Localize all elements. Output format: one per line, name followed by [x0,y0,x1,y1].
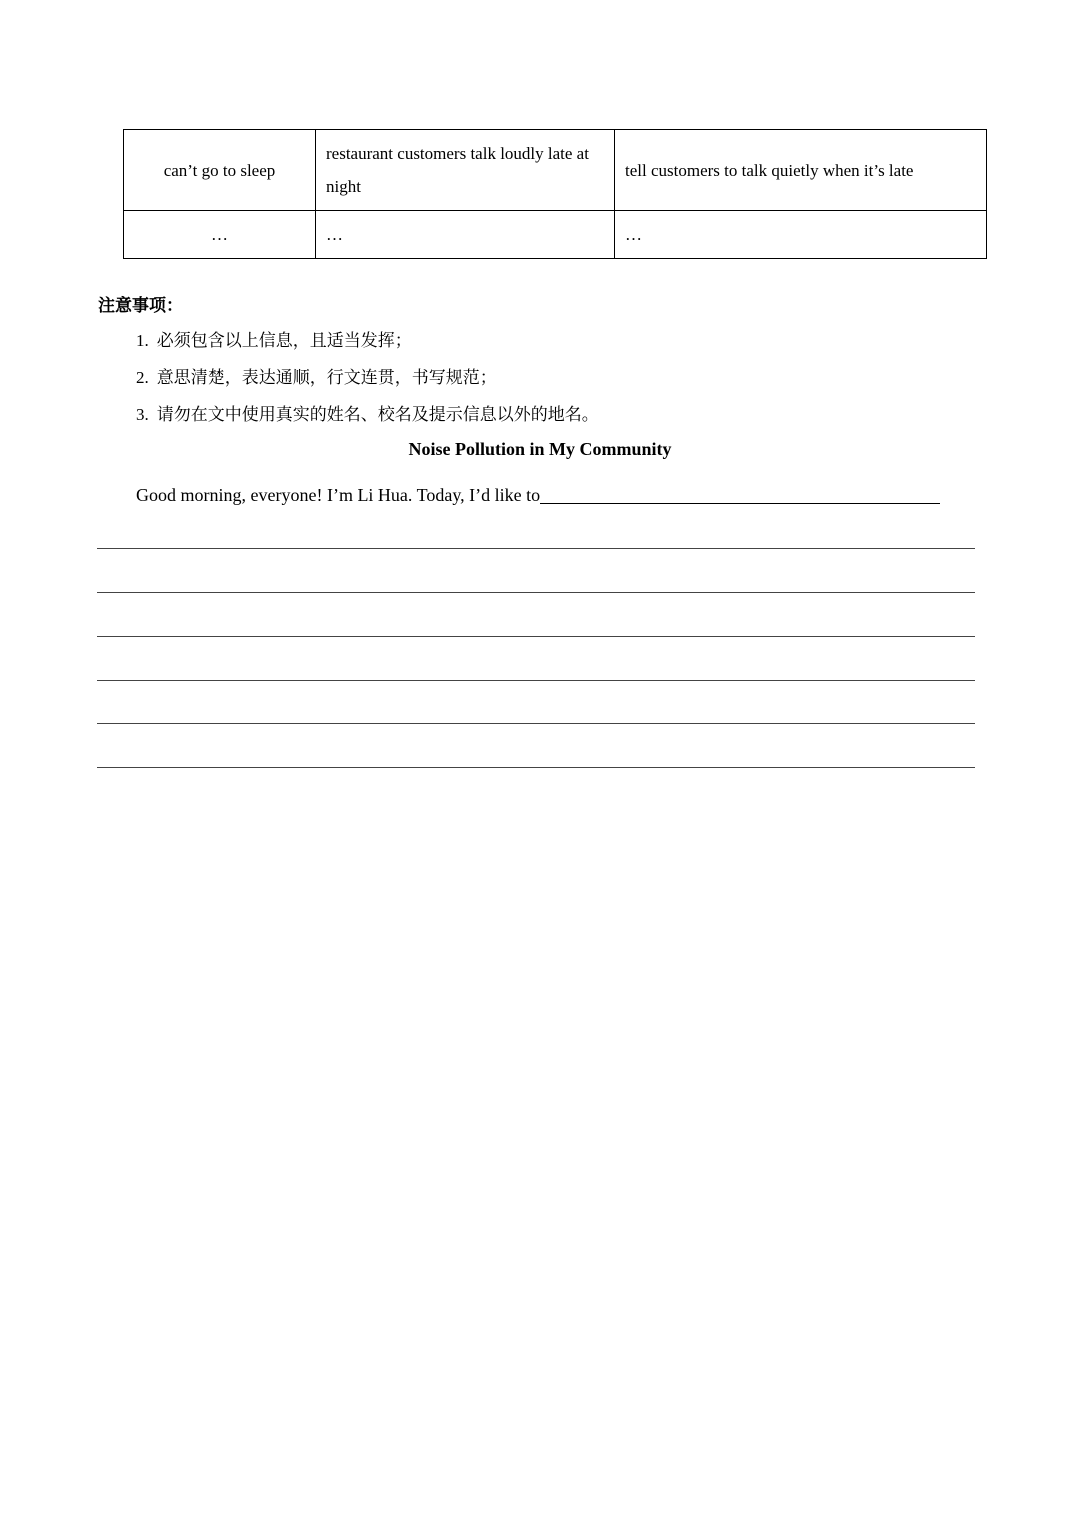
essay-opening-line [136,483,940,506]
table-row [124,211,987,259]
note-text: 意思清楚，表达通顺，行文连贯，书写规范； [156,368,497,388]
writing-blank[interactable] [540,483,940,504]
table-cell-problem: … [124,211,316,259]
essay-opening-text: Good morning, everyone! I’m Li Hua. Today, I’d like to [136,485,541,505]
note-item [136,402,599,439]
writing-line[interactable] [97,592,975,593]
note-number: 3. [136,405,149,424]
table-cell-solution: tell customers to talk quietly when it’s late [615,130,987,211]
note-item [136,328,599,365]
info-table [123,129,987,259]
table-cell-solution: … [615,211,987,259]
table-cell-cause: … [316,211,615,259]
notes-title: 注意事项： [98,296,183,316]
writing-line[interactable] [97,636,975,637]
writing-line[interactable] [97,548,975,549]
table-cell-cause: restaurant customers talk loudly late at night [316,130,615,211]
note-number: 1. [136,331,149,350]
notes-list [136,328,599,439]
writing-line[interactable] [97,767,975,768]
table-row [124,130,987,211]
writing-line[interactable] [97,680,975,681]
table-cell-problem: can’t go to sleep [124,130,316,211]
note-text: 请勿在文中使用真实的姓名、校名及提示信息以外的地名。 [156,405,599,425]
essay-title: Noise Pollution in My Community [408,439,672,459]
writing-line[interactable] [97,723,975,724]
note-item [136,365,599,402]
note-number: 2. [136,368,149,387]
note-text: 必须包含以上信息，且适当发挥； [156,331,412,351]
